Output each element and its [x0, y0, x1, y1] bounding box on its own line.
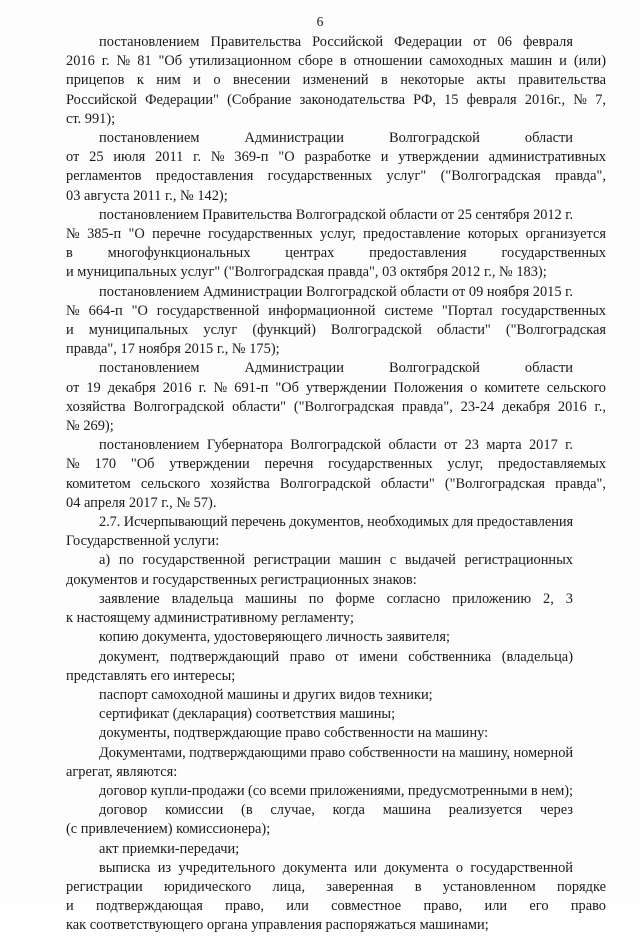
paragraph [66, 628, 606, 647]
text-line: представлять его интересы; [66, 667, 236, 684]
text-line: хозяйства Волгоградской области" ("Волгоградская правда", 23-24 декабря 2016 г., [66, 398, 606, 415]
text-line: к настоящему административному регламенту; [66, 610, 354, 627]
text-line: постановлением Правительства Волгоградской области от 25 сентября 2012 г. [99, 206, 573, 223]
text-line: документы, подтверждающие право собственности на машину: [99, 725, 489, 742]
paragraph [66, 724, 606, 743]
text-line: сертификат (декларация) соответствия машины; [99, 706, 396, 723]
text-line: договор комиссии (в случае, когда машина реализуется через [99, 802, 573, 819]
text-line: ст. 991); [66, 110, 116, 127]
text-line: выписка из учредительного документа или документа о государственной [99, 859, 573, 876]
paragraph [66, 551, 606, 589]
text-line: № 664-п "О государственной информационной системе "Портал государственных [66, 302, 606, 319]
text-line: Документами, подтверждающими право собственности на машину, номерной [99, 744, 573, 761]
paragraph [66, 705, 606, 724]
text-line: договор купли-продажи (со всеми приложениями, предусмотренными в нем); [99, 782, 573, 799]
text-line: № 385-п "О перечне государственных услуг, предоставление которых организуется [66, 226, 606, 243]
text-line: постановлением Администрации Волгоградской области от 09 ноября 2015 г. [99, 283, 573, 300]
text-line: постановлением Губернатора Волгоградской области от 23 марта 2017 г. [99, 437, 573, 454]
paragraph [66, 648, 606, 686]
text-line: комитетом сельского хозяйства Волгоградской области" ("Волгоградская правда", [66, 475, 606, 492]
paragraph [66, 686, 606, 705]
text-line: 2016 г. № 81 "Об утилизационном сборе в отношении самоходных машин и (или) [66, 53, 606, 70]
paragraph [66, 590, 606, 628]
text-line: прицепов к ним и о внесении изменений в некоторые акты правительства [66, 72, 606, 89]
text-line: постановлением Администрации Волгоградской области [99, 130, 573, 147]
paragraph [66, 33, 606, 129]
text-line: 04 апреля 2017 г., № 57). [66, 494, 217, 511]
paragraph [66, 359, 606, 436]
text-line: в многофункциональных центрах предоставления государственных [66, 245, 606, 262]
text-line: как соответствующего органа управления распоряжаться машинами; [66, 917, 489, 934]
paragraph [66, 859, 606, 936]
text-line: постановлением Правительства Российской Федерации от 06 февраля [99, 34, 573, 50]
text-line: регламентов предоставления государственных услуг" ("Волгоградская правда", [66, 168, 606, 185]
text-line: и муниципальных услуг" ("Волгоградская правда", 03 октября 2012 г., № 183); [66, 264, 547, 281]
paragraph [66, 129, 606, 206]
text-line: паспорт самоходной машины и других видов техники; [99, 686, 433, 703]
text-line: Государственной услуги: [66, 533, 220, 550]
page-number: 6 [316, 14, 324, 29]
text-line: и подтверждающая право, или совместное право, или его право [66, 898, 606, 915]
text-line: регистрации юридического лица, заверенная в установленном порядке [66, 878, 606, 895]
text-line: № 269); [66, 418, 114, 435]
document-body [66, 33, 606, 936]
text-line: документ, подтверждающий право от имени собственника (владельца) [99, 648, 573, 665]
paragraph [66, 283, 606, 360]
text-line: № 170 "Об утверждении перечня государственных услуг, предоставляемых [66, 456, 606, 473]
text-line: от 19 декабря 2016 г. № 691-п "Об утверждении Положения о комитете сельского [66, 379, 606, 396]
text-line: а) по государственной регистрации машин с выдачей регистрационных [99, 552, 573, 569]
paragraph [66, 782, 606, 801]
text-line: и муниципальных услуг (функций) Волгоградской области" ("Волгоградская [66, 322, 606, 339]
text-line: правда", 17 ноября 2015 г., № 175); [66, 341, 280, 358]
paragraph [66, 744, 606, 782]
text-line: заявление владельца машины по форме согласно приложению 2, 3 [99, 590, 573, 607]
text-line: акт приемки-передачи; [99, 840, 240, 857]
text-line: документов и государственных регистрационных знаков: [66, 571, 417, 588]
text-line: Российской Федерации" (Собрание законодательства РФ, 15 февраля 2016г., № 7, [66, 91, 606, 108]
paragraph [66, 436, 606, 513]
text-line: (с привлечением) комиссионера); [66, 821, 271, 838]
paragraph [66, 206, 606, 283]
paragraph [66, 840, 606, 859]
text-line: постановлением Администрации Волгоградской области [99, 360, 573, 377]
text-line: 2.7. Исчерпывающий перечень документов, необходимых для предоставления [99, 514, 573, 531]
text-line: от 25 июля 2011 г. № 369-п "О разработке и утверждении административных [66, 149, 606, 166]
text-line: 03 августа 2011 г., № 142); [66, 187, 228, 204]
text-line: копию документа, удостоверяющего личность заявителя; [99, 629, 450, 646]
paragraph [66, 801, 606, 839]
text-line: агрегат, являются: [66, 763, 178, 780]
paragraph [66, 513, 606, 551]
